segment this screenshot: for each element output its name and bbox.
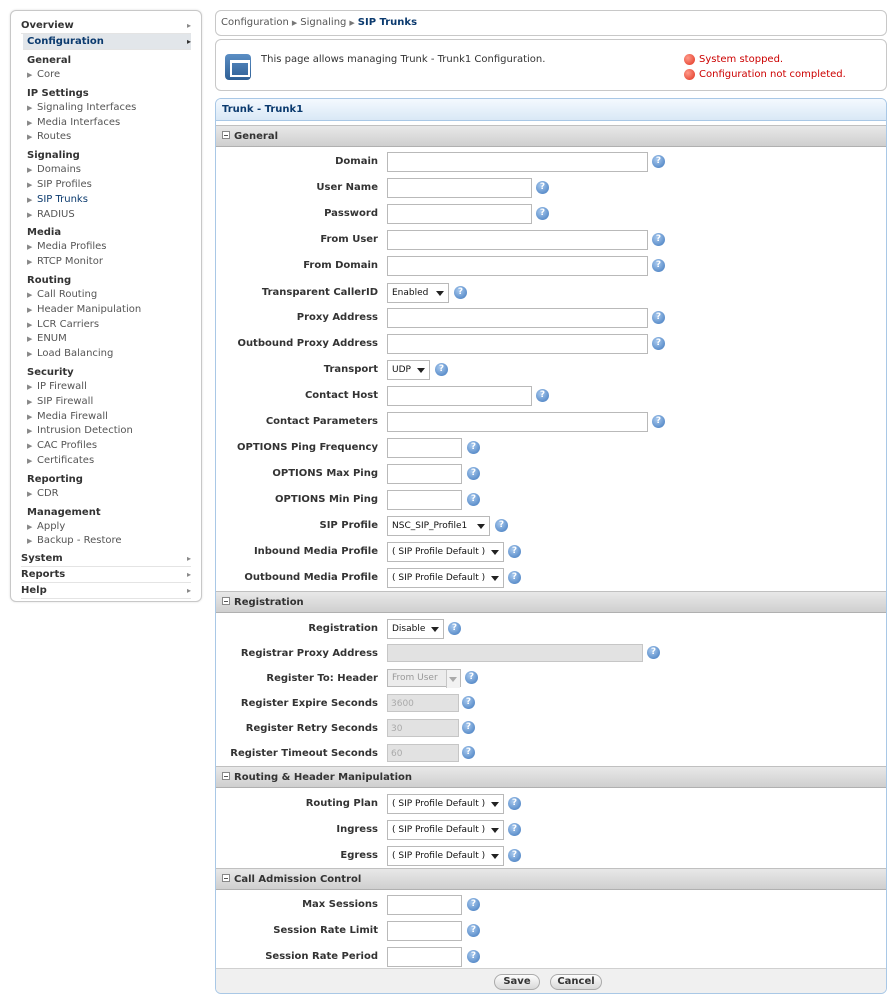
- row-user-name: [216, 178, 886, 200]
- sidebar-item-sip-profiles[interactable]: [27, 178, 201, 193]
- row-register-timeout-seconds: [216, 744, 886, 766]
- status-system-text: System stopped.: [699, 54, 784, 65]
- breadcrumb: [215, 10, 887, 36]
- session-rate-period-input[interactable]: [387, 947, 462, 967]
- bullet-arrow-icon: ▶: [27, 305, 33, 314]
- help-icon[interactable]: ?: [652, 337, 665, 350]
- row-outbound-proxy-address: [216, 334, 886, 356]
- ingress-value: ( SIP Profile Default ): [392, 825, 486, 835]
- chevron-down-icon: [491, 854, 499, 859]
- row-options-min-ping: [216, 490, 886, 512]
- help-icon[interactable]: ?: [508, 797, 521, 810]
- status-configuration: [684, 69, 846, 80]
- chevron-down-icon: [491, 802, 499, 807]
- nav-heading: Signaling: [27, 150, 80, 162]
- save-button[interactable]: Save: [494, 974, 540, 990]
- transparent-callerid-select[interactable]: [387, 283, 449, 303]
- bullet-arrow-icon: ▶: [27, 210, 33, 219]
- registrar-proxy-address-input[interactable]: [387, 644, 643, 662]
- proxy-address-label: Proxy Address: [296, 312, 378, 323]
- help-icon[interactable]: ?: [435, 363, 448, 376]
- help-icon[interactable]: ?: [467, 467, 480, 480]
- ingress-label: Ingress: [336, 824, 378, 835]
- contact-host-label: Contact Host: [304, 390, 378, 401]
- row-outbound-media-profile: [216, 568, 886, 590]
- register-expire-seconds-input[interactable]: 3600: [387, 694, 459, 712]
- sidebar-item-header-manipulation[interactable]: [27, 303, 201, 318]
- outbound-proxy-address-label: Outbound Proxy Address: [237, 338, 378, 349]
- sidebar-item-cac-profiles[interactable]: [27, 439, 201, 454]
- options-max-ping-input[interactable]: [387, 464, 462, 484]
- section-general[interactable]: [216, 125, 886, 147]
- options-min-ping-input[interactable]: [387, 490, 462, 510]
- outbound-proxy-address-input[interactable]: [387, 334, 648, 354]
- egress-label: Egress: [340, 850, 378, 861]
- nav-heading: Media: [27, 227, 62, 239]
- chevron-down-icon: [417, 368, 425, 373]
- chevron-right-icon: ▸: [186, 554, 191, 564]
- register-to-header-value: From User: [392, 673, 438, 683]
- bullet-arrow-icon: ▶: [27, 103, 33, 112]
- sip-profile-value: NSC_SIP_Profile1: [392, 521, 468, 531]
- bullet-arrow-icon: ▶: [27, 118, 33, 127]
- chevron-down-icon: [491, 828, 499, 833]
- sidebar-item-lcr-carriers[interactable]: [27, 318, 201, 333]
- register-to-header-label: Register To: Header: [266, 673, 378, 684]
- row-register-expire-seconds: [216, 694, 886, 716]
- routing-plan-select[interactable]: [387, 794, 504, 814]
- register-retry-seconds-label: Register Retry Seconds: [245, 723, 378, 734]
- help-icon[interactable]: ?: [508, 571, 521, 584]
- sidebar-item-label: Core: [37, 69, 61, 80]
- row-proxy-address: [216, 308, 886, 330]
- from-domain-label: From Domain: [303, 260, 378, 271]
- sidebar-item-label: LCR Carriers: [37, 318, 100, 330]
- transparent-callerid-label: Transparent CallerID: [261, 287, 378, 298]
- nav-overview[interactable]: [21, 18, 191, 34]
- sidebar-item-domains[interactable]: [27, 163, 201, 178]
- nav-heading: Routing: [27, 274, 72, 286]
- collapse-icon[interactable]: [222, 772, 230, 780]
- inbound-media-profile-value: ( SIP Profile Default ): [392, 547, 486, 557]
- row-transparent-callerid: [216, 283, 886, 305]
- register-to-header-select[interactable]: [387, 669, 461, 687]
- help-icon[interactable]: ?: [652, 259, 665, 272]
- sidebar-item-rtcp-monitor[interactable]: [27, 255, 201, 270]
- breadcrumb-current: SIP Trunks: [357, 17, 418, 28]
- password-input[interactable]: [387, 204, 532, 224]
- session-rate-limit-label: Session Rate Limit: [273, 925, 378, 936]
- nav-system-label: System: [21, 553, 63, 565]
- nav-help-label: Help: [21, 585, 47, 597]
- bullet-arrow-icon: ▶: [27, 71, 33, 79]
- bullet-arrow-icon: ▶: [27, 489, 33, 498]
- bullet-arrow-icon: ▶: [27, 350, 33, 359]
- max-sessions-input[interactable]: [387, 895, 462, 915]
- bullet-arrow-icon: ▶: [27, 290, 33, 299]
- sidebar-item-label: Backup - Restore: [37, 535, 122, 547]
- help-icon[interactable]: ?: [467, 898, 480, 911]
- session-rate-limit-input[interactable]: [387, 921, 462, 941]
- sidebar-item-load-balancing[interactable]: [27, 347, 201, 362]
- row-options-max-ping: [216, 464, 886, 486]
- error-dot-icon: [684, 69, 695, 80]
- inbound-media-profile-select[interactable]: [387, 542, 504, 562]
- routing-plan-label: Routing Plan: [305, 798, 378, 809]
- help-icon[interactable]: ?: [652, 233, 665, 246]
- sidebar-item-label: Domains: [37, 164, 82, 176]
- row-register-to-header: [216, 669, 886, 691]
- bullet-arrow-icon: ▶: [27, 166, 33, 175]
- help-icon[interactable]: ?: [508, 823, 521, 836]
- error-dot-icon: [684, 54, 695, 65]
- section-cac-title: Call Admission Control: [234, 874, 362, 885]
- registration-label: Registration: [308, 623, 378, 634]
- cancel-button[interactable]: Cancel: [550, 974, 602, 990]
- status-system: [684, 54, 783, 65]
- chevron-right-icon: ▸: [186, 570, 191, 580]
- sidebar-item-label: Certificates: [37, 454, 95, 466]
- registration-value: Disable: [392, 624, 426, 634]
- sidebar-item-call-routing[interactable]: [27, 288, 201, 303]
- sidebar-item-label: CAC Profiles: [37, 440, 98, 452]
- sidebar-item-label: SIP Profiles: [37, 178, 92, 190]
- info-message: This page allows managing Trunk - Trunk1 Configuration.: [261, 54, 546, 65]
- sidebar-item-label: Media Firewall: [37, 410, 108, 422]
- transport-label: Transport: [323, 364, 378, 375]
- row-session-rate-limit: [216, 921, 886, 943]
- sidebar-item-label: Signaling Interfaces: [37, 101, 137, 113]
- bullet-arrow-icon: ▶: [27, 382, 33, 391]
- nav-reports-label: Reports: [21, 569, 66, 581]
- network-config-icon: [225, 54, 251, 80]
- help-icon[interactable]: ?: [647, 646, 660, 659]
- sidebar-item-label: CDR: [37, 487, 59, 499]
- collapse-icon[interactable]: [222, 131, 230, 139]
- outbound-media-profile-label: Outbound Media Profile: [244, 572, 378, 583]
- sidebar-item-enum[interactable]: [27, 332, 201, 347]
- row-password: [216, 204, 886, 226]
- row-contact-parameters: [216, 412, 886, 434]
- help-icon[interactable]: ?: [536, 207, 549, 220]
- panel-title: Trunk - Trunk1: [216, 99, 886, 121]
- chevron-down-icon: [449, 677, 457, 682]
- nav-heading: General: [27, 55, 71, 66]
- row-egress: [216, 846, 886, 868]
- user-name-label: User Name: [316, 182, 378, 193]
- nav-reports[interactable]: [21, 567, 191, 583]
- nav-heading: IP Settings: [27, 87, 89, 99]
- info-box: [215, 39, 887, 91]
- collapse-icon[interactable]: [222, 874, 230, 882]
- registration-select[interactable]: [387, 619, 444, 639]
- nav-help[interactable]: [21, 583, 191, 599]
- bullet-arrow-icon: ▶: [27, 412, 33, 421]
- from-domain-input[interactable]: [387, 256, 648, 276]
- section-general-title: General: [234, 131, 278, 142]
- sidebar-item-backup-restore[interactable]: [27, 534, 201, 549]
- help-icon[interactable]: ?: [652, 415, 665, 428]
- sidebar-item-label: ENUM: [37, 333, 67, 345]
- bullet-arrow-icon: ▶: [27, 442, 33, 451]
- egress-select[interactable]: [387, 846, 504, 866]
- row-registrar-proxy-address: [216, 644, 886, 666]
- sidebar-item-apply[interactable]: [27, 520, 201, 535]
- chevron-down-icon: [436, 291, 444, 296]
- help-icon[interactable]: ?: [454, 286, 467, 299]
- chevron-down-icon: [491, 550, 499, 555]
- help-icon[interactable]: ?: [495, 519, 508, 532]
- help-icon[interactable]: ?: [467, 924, 480, 937]
- register-timeout-seconds-input[interactable]: 60: [387, 744, 459, 762]
- section-registration-title: Registration: [234, 597, 304, 608]
- chevron-right-icon: ▸: [186, 37, 191, 46]
- bullet-arrow-icon: ▶: [27, 537, 33, 546]
- chevron-right-icon: ▶: [291, 19, 298, 27]
- sidebar-item-label: IP Firewall: [37, 380, 87, 392]
- bullet-arrow-icon: ▶: [27, 258, 33, 267]
- help-icon[interactable]: ?: [467, 493, 480, 506]
- sidebar-item-label: Call Routing: [37, 288, 98, 300]
- breadcrumb-signaling[interactable]: Signaling: [300, 17, 347, 28]
- sidebar-item-media-firewall[interactable]: [27, 410, 201, 425]
- row-registration: [216, 619, 886, 641]
- chevron-down-icon: [491, 576, 499, 581]
- password-label: Password: [324, 208, 378, 219]
- user-name-input[interactable]: [387, 178, 532, 198]
- breadcrumb-configuration[interactable]: Configuration: [221, 17, 289, 28]
- bullet-arrow-icon: ▶: [27, 133, 33, 142]
- sidebar-item-label: Routes: [37, 131, 72, 143]
- options-max-ping-label: OPTIONS Max Ping: [272, 468, 378, 479]
- row-domain: [216, 152, 886, 174]
- egress-value: ( SIP Profile Default ): [392, 851, 486, 861]
- sidebar-item-sip-trunks[interactable]: [27, 193, 201, 208]
- sidebar-item-label: Header Manipulation: [37, 303, 142, 315]
- sidebar-item-label: Apply: [37, 520, 66, 532]
- sidebar-item-core[interactable]: [27, 68, 201, 83]
- sidebar-item-sip-firewall[interactable]: [27, 395, 201, 410]
- form-footer: [216, 968, 886, 994]
- sidebar-item-certificates[interactable]: [27, 454, 201, 469]
- chevron-right-icon: ▶: [349, 19, 355, 27]
- sidebar-item-cdr[interactable]: [27, 487, 201, 502]
- registrar-proxy-address-label: Registrar Proxy Address: [240, 648, 378, 659]
- help-icon[interactable]: ?: [536, 389, 549, 402]
- options-ping-frequency-label: OPTIONS Ping Frequency: [237, 442, 378, 453]
- bullet-arrow-icon: ▶: [27, 180, 33, 189]
- transparent-callerid-value: Enabled: [392, 288, 429, 298]
- nav-overview-label: Overview: [21, 20, 74, 31]
- bullet-arrow-icon: ▶: [27, 522, 33, 531]
- nav-heading: Security: [27, 366, 74, 378]
- help-icon[interactable]: ?: [465, 671, 478, 684]
- options-min-ping-label: OPTIONS Min Ping: [275, 494, 378, 505]
- sidebar-item-radius[interactable]: [27, 208, 201, 223]
- nav-configuration-label: Configuration: [27, 36, 104, 47]
- sidebar-item-signaling-interfaces[interactable]: [27, 101, 201, 116]
- row-contact-host: [216, 386, 886, 408]
- row-sip-profile: [216, 516, 886, 538]
- row-from-domain: [216, 256, 886, 278]
- max-sessions-label: Max Sessions: [302, 899, 378, 910]
- collapse-icon[interactable]: [222, 597, 230, 605]
- bullet-arrow-icon: ▶: [27, 320, 33, 329]
- bullet-arrow-icon: ▶: [27, 243, 33, 252]
- row-routing-plan: [216, 794, 886, 816]
- sidebar-item-media-interfaces[interactable]: [27, 116, 201, 131]
- register-timeout-seconds-label: Register Timeout Seconds: [230, 748, 378, 759]
- sidebar-item-label: Intrusion Detection: [37, 425, 133, 437]
- sidebar-item-routes[interactable]: [27, 130, 201, 145]
- contact-parameters-label: Contact Parameters: [265, 416, 378, 427]
- from-user-input[interactable]: [387, 230, 648, 250]
- nav-configuration[interactable]: [23, 34, 191, 50]
- outbound-media-profile-select[interactable]: [387, 568, 504, 588]
- help-icon[interactable]: ?: [448, 622, 461, 635]
- help-icon[interactable]: ?: [462, 721, 475, 734]
- sip-profile-select[interactable]: [387, 516, 490, 536]
- sidebar-item-intrusion-detection[interactable]: [27, 424, 201, 439]
- sidebar-item-label: RADIUS: [37, 208, 75, 220]
- chevron-right-icon: ▸: [186, 21, 191, 30]
- row-session-rate-period: [216, 947, 886, 969]
- row-options-ping-frequency: [216, 438, 886, 460]
- nav-heading: Management: [27, 506, 101, 518]
- section-registration[interactable]: [216, 591, 886, 613]
- session-rate-period-label: Session Rate Period: [265, 951, 378, 962]
- bullet-arrow-icon: ▶: [27, 427, 33, 436]
- routing-plan-value: ( SIP Profile Default ): [392, 799, 486, 809]
- section-routing[interactable]: [216, 766, 886, 788]
- sidebar-item-label: SIP Firewall: [37, 395, 94, 407]
- bullet-arrow-icon: ▶: [27, 397, 33, 406]
- row-from-user: [216, 230, 886, 252]
- row-max-sessions: [216, 895, 886, 917]
- section-routing-title: Routing & Header Manipulation: [234, 772, 413, 783]
- proxy-address-input[interactable]: [387, 308, 648, 328]
- status-configuration-text: Configuration not completed.: [699, 69, 846, 80]
- sidebar-item-label: Media Interfaces: [37, 116, 121, 128]
- sidebar-item-ip-firewall[interactable]: [27, 380, 201, 395]
- help-icon[interactable]: ?: [652, 155, 665, 168]
- inbound-media-profile-label: Inbound Media Profile: [253, 546, 378, 557]
- help-icon[interactable]: ?: [536, 181, 549, 194]
- sidebar-nav: [10, 10, 202, 602]
- nav-system[interactable]: [21, 551, 191, 567]
- sidebar-item-label: Media Profiles: [37, 241, 107, 253]
- bullet-arrow-icon: ▶: [27, 335, 33, 344]
- help-icon[interactable]: ?: [467, 950, 480, 963]
- contact-host-input[interactable]: [387, 386, 532, 406]
- transport-select[interactable]: [387, 360, 430, 380]
- domain-input[interactable]: [387, 152, 648, 172]
- sip-profile-label: SIP Profile: [319, 520, 378, 531]
- nav-heading: Reporting: [27, 473, 83, 485]
- outbound-media-profile-value: ( SIP Profile Default ): [392, 573, 486, 583]
- row-register-retry-seconds: [216, 719, 886, 741]
- from-user-label: From User: [320, 234, 378, 245]
- ingress-select[interactable]: [387, 820, 504, 840]
- transport-value: UDP: [392, 365, 411, 375]
- register-retry-seconds-input[interactable]: 30: [387, 719, 459, 737]
- row-inbound-media-profile: [216, 542, 886, 564]
- sidebar-item-label: SIP Trunks: [37, 193, 88, 205]
- domain-label: Domain: [335, 156, 378, 167]
- row-transport: [216, 360, 886, 382]
- sidebar-item-label: Load Balancing: [37, 348, 114, 360]
- sidebar-item-label: RTCP Monitor: [37, 256, 103, 268]
- chevron-right-icon: ▸: [186, 586, 191, 596]
- row-ingress: [216, 820, 886, 842]
- bullet-arrow-icon: ▶: [27, 456, 33, 465]
- sidebar-item-media-profiles[interactable]: [27, 240, 201, 255]
- trunk-config-panel: [215, 98, 887, 994]
- help-icon[interactable]: ?: [462, 696, 475, 709]
- help-icon[interactable]: ?: [467, 441, 480, 454]
- chevron-down-icon: [477, 524, 485, 529]
- register-expire-seconds-label: Register Expire Seconds: [240, 698, 378, 709]
- chevron-down-icon: [431, 627, 439, 632]
- contact-parameters-input[interactable]: [387, 412, 648, 432]
- nav-configuration-submenu: [11, 53, 201, 549]
- help-icon[interactable]: ?: [652, 311, 665, 324]
- options-ping-frequency-input[interactable]: [387, 438, 462, 458]
- help-icon[interactable]: ?: [508, 849, 521, 862]
- section-cac[interactable]: [216, 868, 886, 890]
- bullet-arrow-icon: ▶: [27, 195, 33, 204]
- help-icon[interactable]: ?: [462, 746, 475, 759]
- help-icon[interactable]: ?: [508, 545, 521, 558]
